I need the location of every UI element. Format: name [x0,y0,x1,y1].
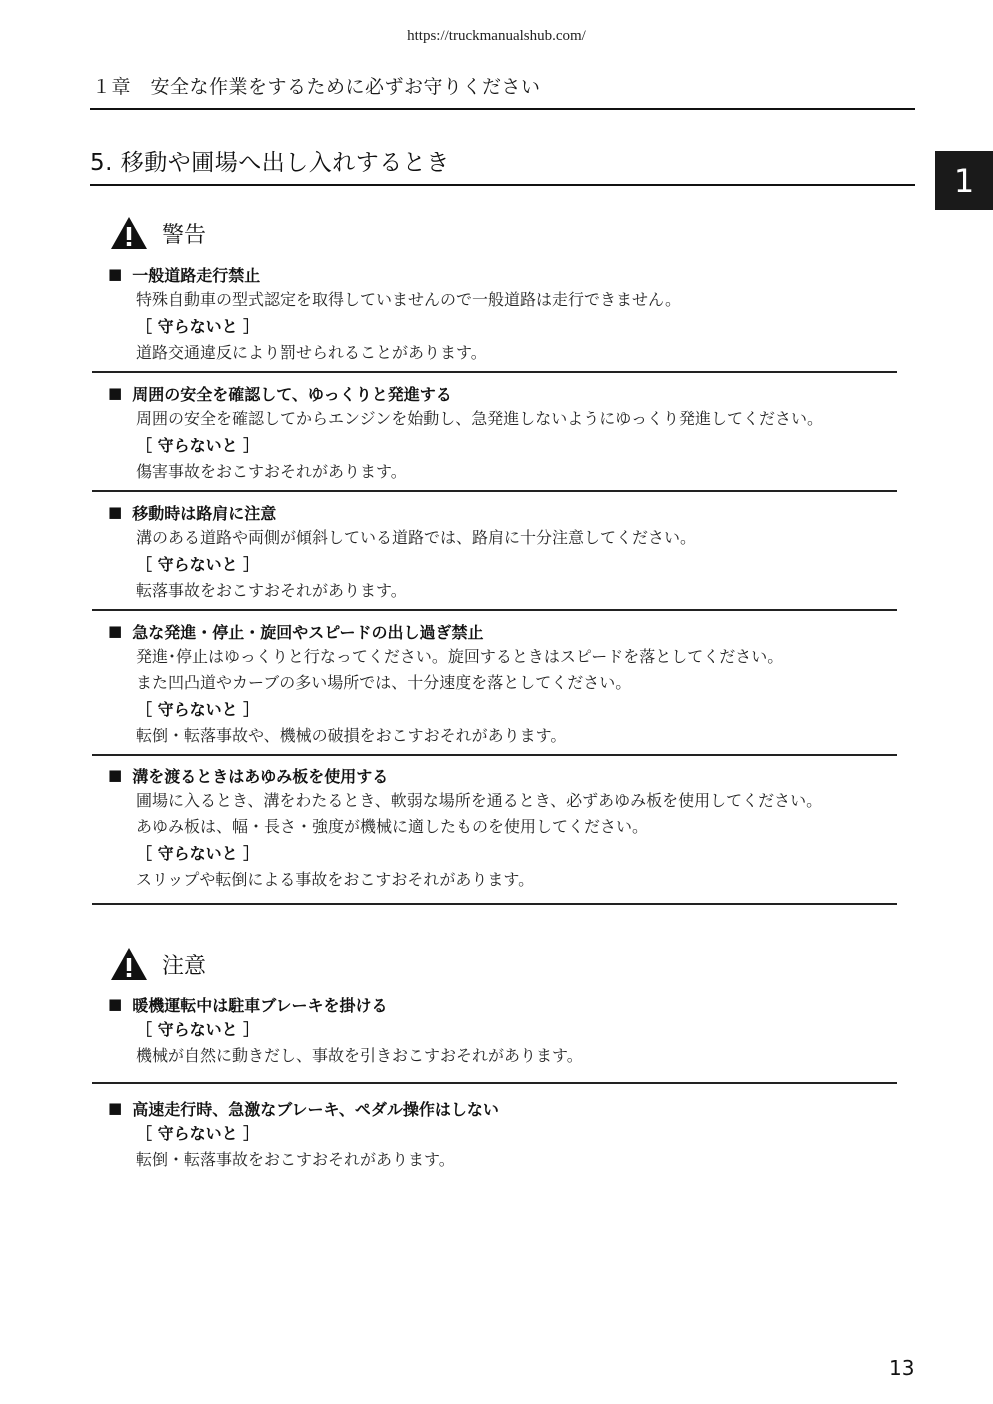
item-title: 高速走行時、急激なブレーキ、ペダル操作はしない [132,1099,499,1119]
item-title: 溝を渡るときはあゆみ板を使用する [132,766,389,786]
consequence-label: ［ 守らないと ］ [136,844,260,863]
section-title: 5. 移動や圃場へ出し入れするとき [90,150,450,176]
warning-triangle-icon [110,216,148,250]
warning-heading [110,216,206,250]
chapter-header-rule [90,108,915,110]
warning-item [108,501,898,604]
item-body: また凹凸道やカーブの多い場所では、十分速度を落としてください。 [136,673,632,692]
warning-item [108,263,898,366]
item-title: 暖機運転中は駐車ブレーキを掛ける [132,995,388,1015]
item-body: 特殊自動車の型式認定を取得していませんので一般道路は走行できません。 [136,290,681,309]
item-title: 周囲の安全を確認して、ゆっくりと発進する [132,384,452,404]
bullet-square-icon: ■ [108,1099,123,1117]
item-title: 急な発進・停止・旋回やスピードの出し過ぎ禁止 [132,622,484,642]
item-body: 周囲の安全を確認してからエンジンを始動し、急発進しないようにゆっくり発進してください。 [136,409,824,428]
bullet-square-icon: ■ [108,265,123,283]
bullet-square-icon: ■ [108,384,123,402]
consequence-label: ［ 守らないと ］ [136,555,260,574]
consequence-text: 転倒・転落事故や、機械の破損をおこすおそれがあります。 [136,726,567,745]
consequence-text: 転倒・転落事故をおこすおそれがあります。 [136,1150,455,1169]
bullet-square-icon: ■ [108,622,123,640]
consequence-label: ［ 守らないと ］ [136,436,260,455]
item-divider [92,490,897,492]
section-end-divider [92,903,897,905]
consequence-label: ［ 守らないと ］ [136,700,260,719]
chapter-tab: 1 [935,151,993,210]
item-divider [92,1082,897,1084]
bullet-square-icon: ■ [108,766,123,784]
consequence-text: 機械が自然に動きだし、事故を引きおこすおそれがあります。 [136,1046,583,1065]
item-divider [92,754,897,756]
caution-item [108,1097,898,1173]
bullet-square-icon: ■ [108,503,123,521]
consequence-label: ［ 守らないと ］ [136,317,260,336]
consequence-label: ［ 守らないと ］ [136,1124,260,1143]
bullet-square-icon: ■ [108,995,123,1013]
caution-label: 注意 [162,953,207,979]
item-body: 圃場に入るとき、溝をわたるとき、軟弱な場所を通るとき、必ずあゆみ板を使用してください。 [136,791,823,810]
consequence-text: スリップや転倒による事故をおこすおそれがあります。 [136,870,535,889]
warning-item [108,382,898,485]
caution-heading [110,947,206,981]
item-body: 溝のある道路や両側が傾斜している道路では、路肩に十分注意してください。 [136,528,697,547]
consequence-label: ［ 守らないと ］ [136,1020,260,1039]
warning-label: 警告 [162,222,207,248]
caution-item [108,993,898,1069]
item-title: 移動時は路肩に注意 [132,503,277,523]
item-body: あゆみ板は、幅・長さ・強度が機械に適したものを使用してください。 [136,817,649,836]
section-title-rule [90,184,915,186]
warning-item [108,764,898,893]
item-title: 一般道路走行禁止 [132,265,261,285]
item-body: 発進･停止はゆっくりと行なってください。旋回するときはスピードを落としてください。 [136,647,784,666]
consequence-text: 転落事故をおこすおそれがあります。 [136,581,407,600]
consequence-text: 傷害事故をおこすおそれがあります。 [136,462,407,481]
source-url[interactable]: https://truckmanualshub.com/ [407,28,586,44]
item-divider [92,609,897,611]
chapter-header: １章 安全な作業をするために必ずお守りください [92,76,541,98]
caution-triangle-icon [110,947,148,981]
item-divider [92,371,897,373]
consequence-text: 道路交通違反により罰せられることがあります。 [136,343,487,362]
page-number: 13 [889,1356,915,1380]
warning-item [108,620,898,749]
